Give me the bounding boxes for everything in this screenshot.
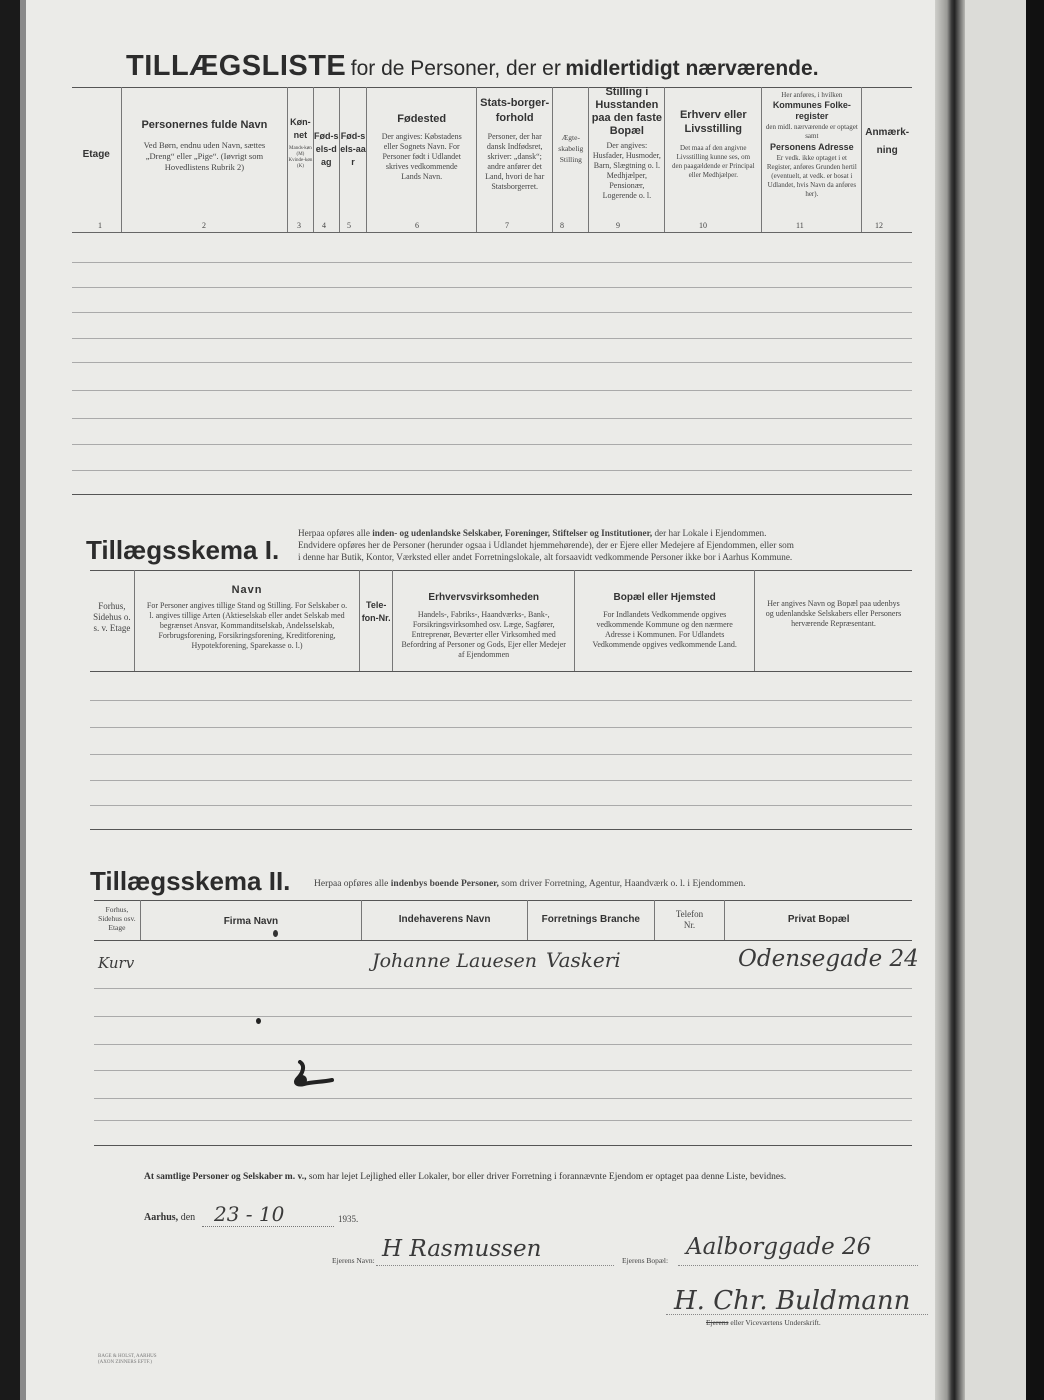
footer-statement-rest: som har lejet Lejlighed eller Lokaler, bor eller driver Forretning i forannævnte Ejendom er optaget paa denne Liste, bevidnes. [308,1172,787,1182]
colnum-3: 3 [297,221,301,230]
signature-label-rest: eller Viceværtens Underskrift. [730,1318,821,1327]
owner-addr-label: Ejerens Bopæl: [622,1256,669,1265]
skema2-table [94,900,912,1146]
footer-statement [144,1172,924,1182]
owner-addr-value: Aalborggade 26 [686,1234,872,1260]
colnum-9: 9 [616,221,620,230]
col-navn [121,88,288,233]
owner-addr-underline [678,1265,918,1266]
date-value: 23 - 10 [214,1202,285,1226]
s2-col-etage-text: Forhus, Sidehus osv. Etage [98,905,136,932]
colnum-6: 6 [415,221,419,230]
s1-header-rule [90,671,912,672]
col-folkeregister-pre: Her anføres, i hvilken [781,91,843,99]
colnum-10: 10 [699,221,707,230]
table-row [90,805,912,806]
col-folkeregister-head: Kommunes Folke-register [772,100,851,121]
owner-name-underline [376,1265,614,1266]
skema2-intro-c: som driver Forretning, Agentur, Haandværk o. l. i Ejendommen. [501,879,746,889]
owner-name-label: Ejerens Navn: [332,1256,375,1265]
s1-col-erhverv-head: Erhvervsvirksomheden [428,592,540,603]
table-row [94,1044,912,1045]
colnum-11: 11 [796,221,804,230]
col-navn-sub: Ved Børn, endnu uden Navn, sættes „Dreng“ eller „Pige“. (Iøvrigt som Hovedlistens Rubrik 2) [143,140,266,172]
table-row [90,754,912,755]
col-foedselsaar-head: Fød-sels-aar [340,131,366,167]
s1-col-bopael-sub: For Indlandets Vedkommende opgives vedkommende Kommune og den nærmere Adresse i Kommunen. For Udlandets Vedkommende opgives vedkommende Land. [592,610,737,649]
s2-col-etage [94,901,140,941]
col-erhverv-head: Erhverv eller Livsstilling [679,109,747,135]
table-row [94,1120,912,1121]
date-line [144,1212,195,1223]
signature: H. Chr. Buldmann [674,1286,911,1316]
s1-col-bopael [575,571,755,671]
ink-spot [256,1018,261,1024]
s1-col-etage-text: Forhus, Sidehus o. s. v. Etage [93,601,131,633]
s2-col-indehaver [362,901,528,941]
col-etage-head: Etage [82,149,110,160]
colnum-12: 12 [875,221,883,230]
col-foedested-sub: Der angives: Købstadens eller Sognets Navn. For Personer født i Udlandet skrives vedkommende Lands Navn. [381,132,462,181]
col-foedselsaar [339,88,366,233]
col-foedested-head: Fødested [397,113,447,125]
s2-col-bopael-text: Privat Bopæl [787,914,850,925]
col-navn-head: Personernes fulde Navn [141,119,268,131]
s2-header-rule [94,940,912,941]
col-statsborger-sub: Personer, der har dansk Indfødsret, skriver: „dansk“; andre anfører det Land, hvori de har Statsborgerret. [485,132,545,191]
col-foedested [367,88,477,233]
title-bold: TILLÆGSLISTE [126,50,347,82]
skema1-intro-line3: i denne har Butik, Kontor, Værksted eller andet Forretningslokale, alt forsaavidt vedkommende Personer ikke bor i Aarhus Kommune. [298,552,793,562]
date-den: den [180,1212,196,1223]
col-anmaerkning [862,88,912,233]
date-city: Aarhus, [144,1212,179,1223]
table-row [94,988,912,989]
s2-row1-indehaver: Johanne Lauesen [372,950,538,972]
scan-edge-left [0,0,20,1400]
s1-col-bopael-head: Bopæl eller Hjemsted [613,592,716,603]
table-row [72,312,912,313]
table-row [72,418,912,419]
header-rule [72,232,912,233]
s2-row1-bopael: Odensegade 24 [738,946,919,972]
s1-col-erhverv [393,571,575,671]
s1-col-repraesentant [755,571,913,671]
s2-row1-branche: Vaskeri [546,948,621,972]
colnum-1: 1 [98,221,102,230]
table-row [72,287,912,288]
col-erhverv [665,88,762,233]
tillaegsliste-title [126,50,819,83]
table-row [72,262,912,263]
s2-col-telefon-text: Telefon Nr. [675,909,704,930]
form-page [26,0,935,1400]
table-row [90,727,912,728]
scan-edge-right [1026,0,1044,1400]
col-folkeregister-head2: Personens Adresse [769,142,854,152]
col-aegteskab-head: Ægte-skabelig Stilling [558,133,584,164]
col-erhverv-sub: Det maa af den angivne Livsstilling kunne ses, om den paagældende er Principal eller Medhjælper. [671,144,755,179]
table-row [94,1070,912,1071]
table-row [90,700,912,701]
s2-col-bopael [725,901,912,941]
col-aegteskab [553,88,589,233]
title-rest: for de Personer, der er [350,57,561,80]
s1-col-telefon [360,571,393,671]
skema2-intro-a: Herpaa opføres alle [314,879,389,889]
s2-col-telefon [654,901,725,941]
s1-col-repraesentant-text: Her angives Navn og Bopæl paa udenbys og udenlandske Selskabers eller Personers herværende Repræsentant. [765,599,902,628]
skema1-intro-1c: der har Lokale i Ejendommen. [654,528,767,538]
skema2-intro [314,879,745,889]
colnum-4: 4 [322,221,326,230]
s2-col-branche [528,901,654,941]
s1-col-etage [90,571,134,671]
signature-underline [666,1314,928,1315]
col-koen [288,88,313,233]
ink-spot [273,930,278,937]
col-folkeregister-sub: den midl. nærværende er optaget samt [765,123,858,140]
col-folkeregister-sub2: Er vedk. ikke optaget i et Register, anføres Grunden hertil (eventuelt, at vedk. er bosat i Udlandet, hvis Navn da anføres her). [766,154,857,198]
col-stilling [589,88,665,233]
table-row [94,1098,912,1099]
s2-col-indehaver-text: Indehaverens Navn [398,914,491,925]
col-statsborger [477,88,553,233]
col-statsborger-head: Stats-borger-forhold [480,97,550,124]
skema1-intro-line2: Endvidere opføres her de Personer (herunder ogsaa i Udlandet hjemmehørende), der er Ejere eller Medejere af Ejendommen, eller som [298,540,794,550]
tillaegsliste-table [72,87,912,495]
colnum-2: 2 [202,221,206,230]
skema2-title: Tillægsskema II. [90,866,291,896]
col-anmaerkning-head: Anmærk-ning [865,127,910,156]
signature-label [706,1318,821,1327]
table-row [94,1016,912,1017]
s1-col-erhverv-sub: Handels-, Fabriks-, Haandværks-, Bank-, Forsikringsvirksomhed osv. Læge, Sagfører, Entreprenør, Beværter eller Virksomhed med Befordring af Personer og Gods, Ejer eller Medejer af Ejendommen [401,610,566,659]
colnum-5: 5 [347,221,351,230]
skema1-intro-1a: Herpaa opføres alle [298,528,370,538]
signature-label-strike: Ejerens [706,1318,729,1327]
title-bold2: midlertidigt nærværende. [565,57,819,80]
table-row [72,470,912,471]
skema1-intro-1b: inden- og udenlandske Selskaber, Foreninger, Stiftelser og Institutioner, [372,528,653,538]
col-stilling-head: Stilling i Husstanden paa den faste Bopæl [591,86,663,137]
table-row [72,444,912,445]
footer-statement-bold: At samtlige Personer og Selskaber m. v., [144,1172,307,1182]
s2-col-branche-text: Forretnings Branche [541,914,640,925]
printer-imprint: BAGE & HOLST, AARHUS (AXON ZINNERS EFTF.) [98,1354,157,1365]
table-row [72,362,912,363]
col-etage [72,88,121,233]
table-row [90,780,912,781]
colnum-7: 7 [505,221,509,230]
ink-blot [288,1060,336,1090]
table-row [72,390,912,391]
owner-name-value: H Rasmussen [382,1236,542,1262]
s2-col-firma-text: Firma Navn [223,916,279,927]
s1-col-navn-head: Navn [231,584,263,596]
col-folkeregister [762,88,862,233]
s2-row1-etage: Kurv [98,954,135,972]
skema1-intro [298,527,918,563]
skema1-title: Tillægsskema I. [86,535,280,565]
date-year: 1935. [338,1214,359,1224]
col-foedselsdag [313,88,339,233]
s1-col-navn-sub: For Personer angives tillige Stand og Stilling. For Selskaber o. l. angives tillige Arten (Aktieselskab eller andet Selskab med begrænset Ansvar, Kommanditselskab, Andelsselskab, Forbrugsforening, Forsikringsforening, Kreditforening, Hypotekforening, Sparekasse o. l.) [146,601,348,650]
col-koen-sub: Mands-køn (M) Kvinde-køn (K) [288,146,313,169]
col-stilling-sub: Der angives: Husfader, Husmoder, Barn, Slægtning o. l. Medhjælper, Pensionær, Logerende o. l. [592,141,661,200]
col-foedselsdag-head: Fød-sels-dag [313,131,339,167]
skema1-intro-line1 [298,527,918,539]
colnum-8: 8 [560,221,564,230]
date-underline [202,1226,334,1227]
s2-col-firma [140,901,361,941]
table-row [72,338,912,339]
s1-col-navn [134,571,359,671]
col-koen-head: Køn-net [290,117,311,140]
s1-col-telefon-text: Tele-fon-Nr. [361,600,391,623]
skema2-intro-b: indenbys boende Personer, [390,879,499,889]
book-gutter [935,0,965,1400]
